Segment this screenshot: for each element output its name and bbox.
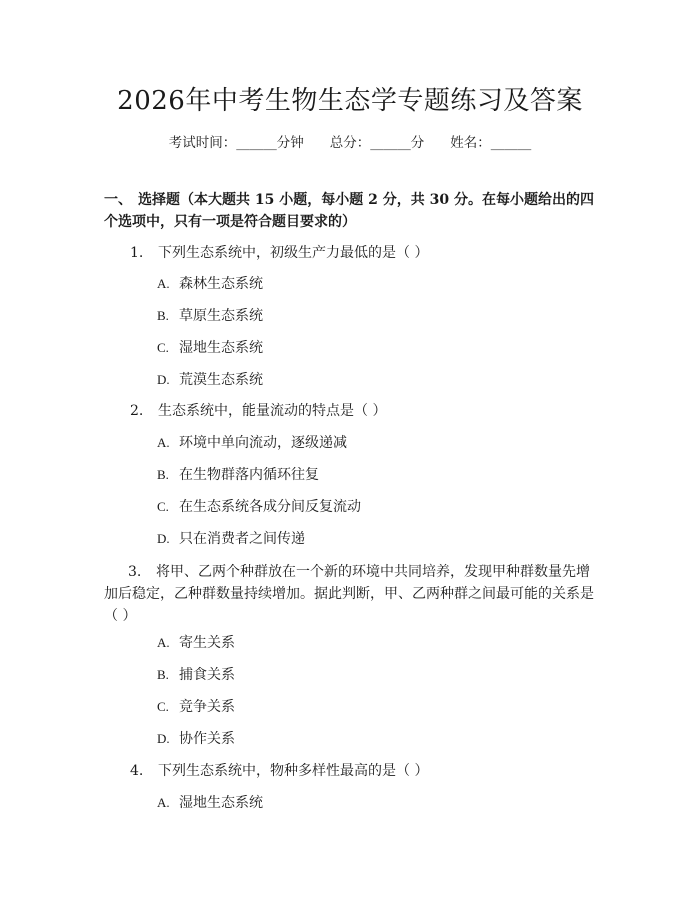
question-3-option-b (157, 665, 235, 685)
option-text: 在生物群落内循环往复 (179, 467, 319, 483)
question-3-option-a (157, 633, 235, 653)
question-1-option-b (157, 306, 263, 326)
option-letter: A. (157, 635, 170, 650)
option-text: 协作关系 (179, 731, 235, 747)
question-3-option-c (157, 697, 235, 717)
section-heading (104, 189, 600, 233)
section-instructions: 选择题（本大题共 15 小题，每小题 2 分，共 30 分。在每小题给出的四个选项中，只有一项是符合题目要求的） (104, 192, 594, 230)
option-text: 在生态系统各成分间反复流动 (179, 499, 361, 515)
question-stem: 生态系统中，能量流动的特点是（ ） (158, 403, 387, 419)
option-letter: A. (157, 795, 170, 810)
question-1-option-a (157, 274, 263, 294)
page-title: 2026年中考生物生态学专题练习及答案 (117, 86, 583, 116)
exam-time-field: 考试时间：______分钟 (168, 135, 304, 151)
question-2 (104, 400, 600, 422)
question-2-option-b (157, 465, 319, 485)
question-1-option-d (157, 370, 263, 390)
option-letter: C. (157, 499, 169, 514)
section-number: 一、 (104, 192, 132, 208)
question-3-option-d (157, 729, 235, 749)
option-letter: A. (157, 276, 170, 291)
question-1 (104, 242, 600, 264)
option-letter: C. (157, 340, 169, 355)
option-text: 只在消费者之间传递 (179, 531, 305, 547)
question-stem: 下列生态系统中，初级生产力最低的是（ ） (158, 245, 429, 261)
option-letter: D. (157, 372, 170, 387)
question-1-option-c (157, 338, 263, 358)
total-score-field: 总分：______分 (329, 135, 425, 151)
option-text: 寄生关系 (179, 635, 235, 651)
question-number: 2. (130, 403, 144, 419)
option-text: 湿地生态系统 (179, 340, 263, 356)
option-letter: C. (157, 699, 169, 714)
option-letter: A. (157, 435, 170, 450)
option-letter: D. (157, 531, 170, 546)
question-number: 3. (128, 564, 142, 580)
option-text: 湿地生态系统 (179, 795, 263, 811)
question-stem: 将甲、乙两个种群放在一个新的环境中共同培养，发现甲种群数量先增加后稳定，乙种群数量持续增加。据此判断，甲、乙两种群之间最可能的关系是（ ） (104, 564, 594, 624)
question-2-option-c (157, 497, 361, 517)
option-letter: B. (157, 667, 169, 682)
option-text: 环境中单向流动，逐级递减 (179, 435, 347, 451)
question-2-option-a (157, 433, 347, 453)
exam-info-line (0, 131, 700, 151)
option-letter: B. (157, 467, 169, 482)
question-4-option-a (157, 793, 263, 813)
question-2-option-d (157, 529, 305, 549)
option-text: 森林生态系统 (179, 276, 263, 292)
option-letter: D. (157, 731, 170, 746)
option-text: 草原生态系统 (179, 308, 263, 324)
option-text: 竞争关系 (179, 699, 235, 715)
option-letter: B. (157, 308, 169, 323)
question-4 (104, 760, 600, 782)
question-stem: 下列生态系统中，物种多样性最高的是（ ） (158, 763, 429, 779)
question-number: 4. (130, 763, 144, 779)
question-number: 1. (130, 245, 144, 261)
option-text: 捕食关系 (179, 667, 235, 683)
question-3 (104, 561, 600, 627)
option-text: 荒漠生态系统 (179, 372, 263, 388)
student-name-field: 姓名：______ (450, 135, 532, 151)
